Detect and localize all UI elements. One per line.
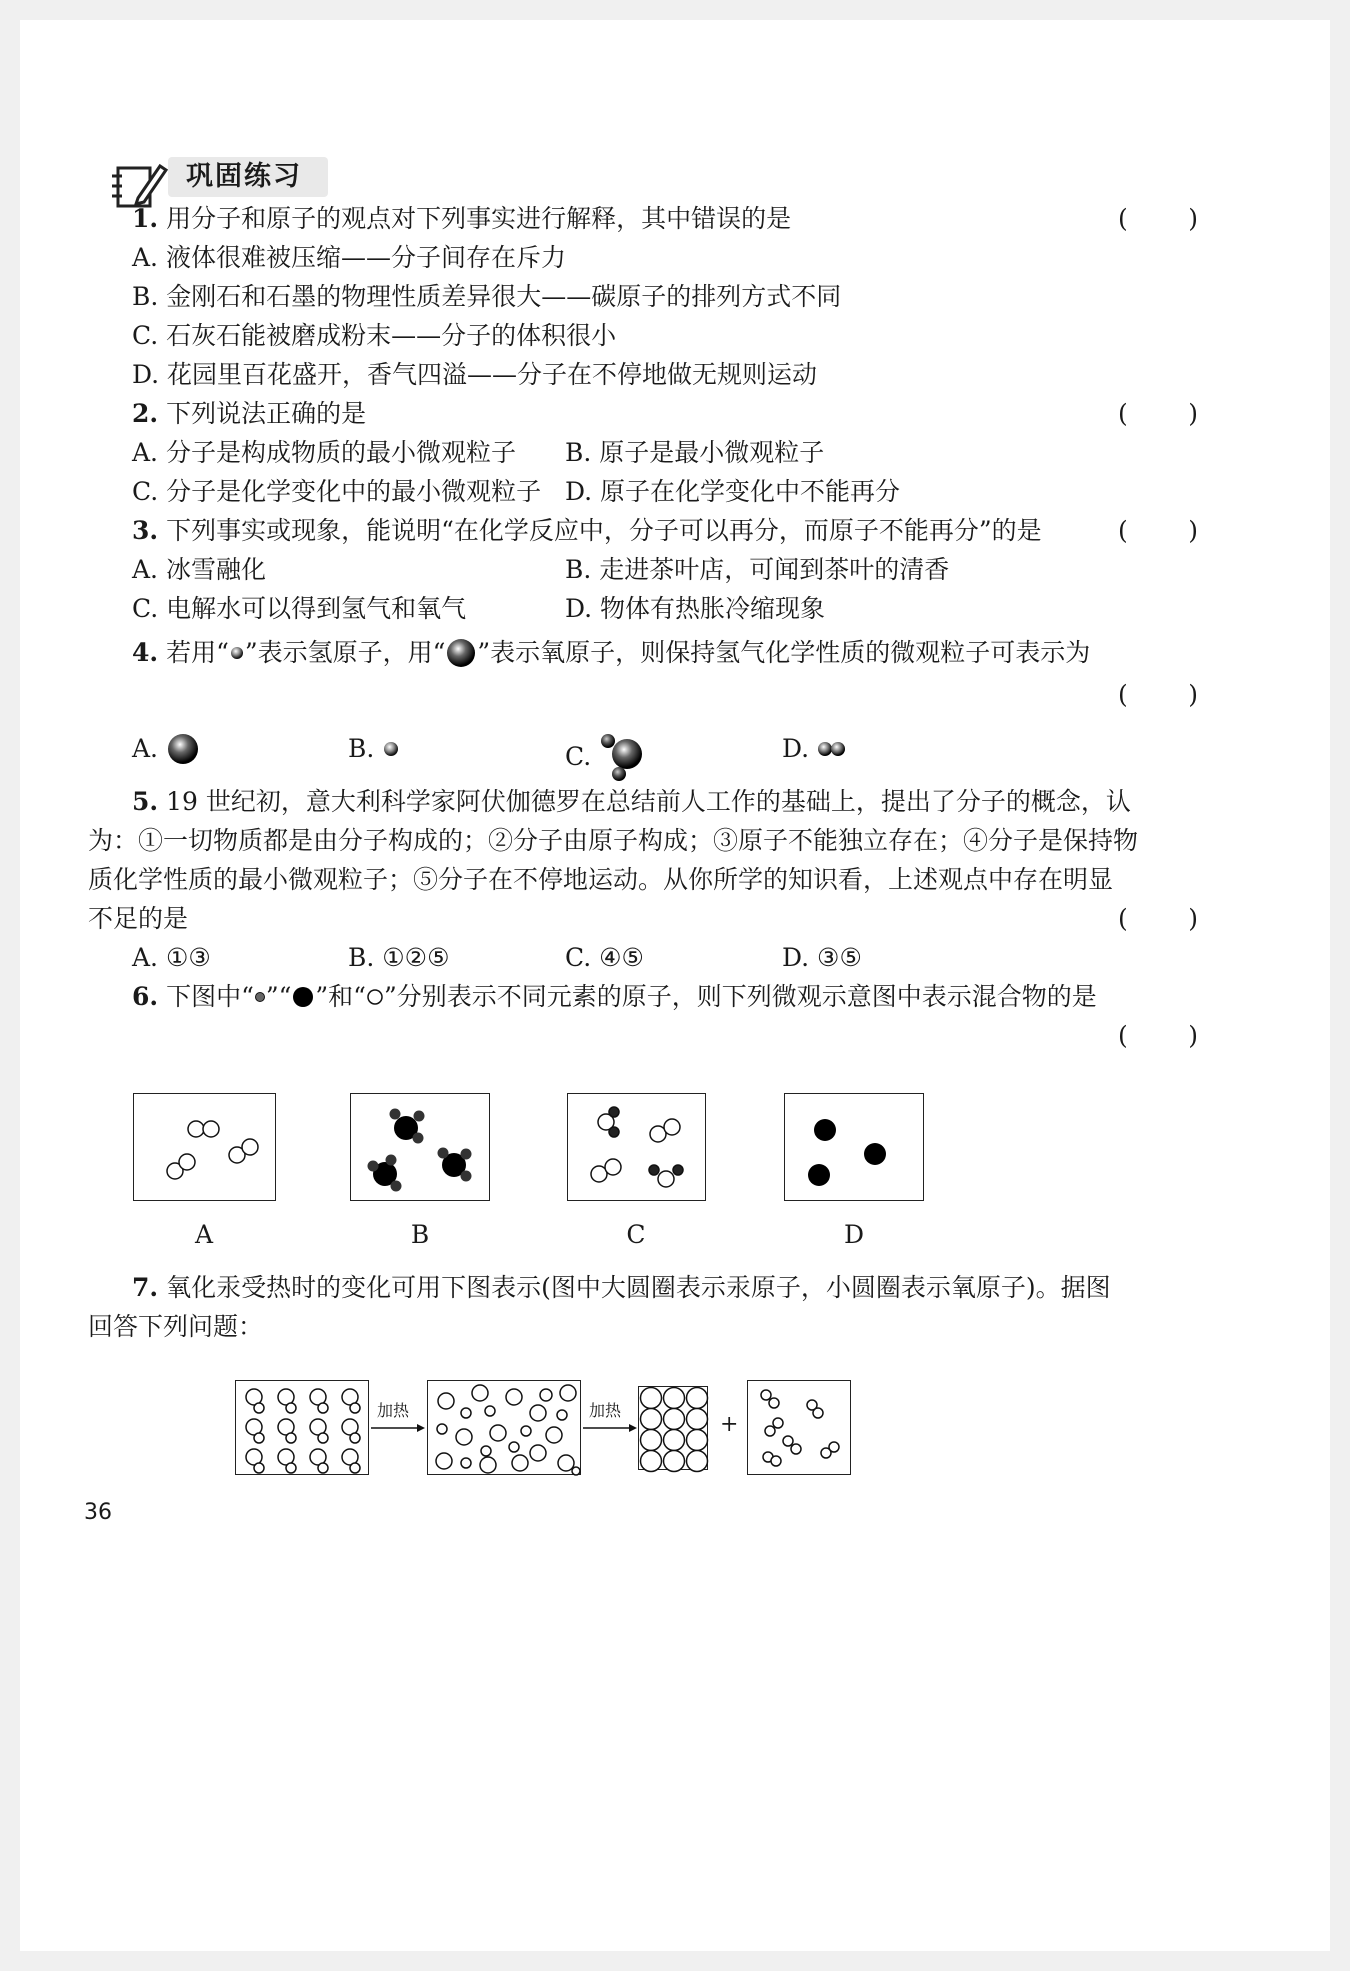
question-2-stem: 2. 下列说法正确的是 (132, 399, 367, 428)
mercury-atom (687, 1451, 708, 1472)
option-a: A. ①③ (132, 943, 211, 972)
option-b: B. ①②⑤ (348, 943, 450, 972)
option-c: C. 电解水可以得到氢气和氧气 (132, 594, 467, 623)
answer-bracket: ( ) (1118, 399, 1198, 428)
answer-bracket: ( ) (1118, 680, 1198, 709)
question-3-stem: 3. 下列事实或现象，能说明“在化学反应中，分子可以再分，而原子不能再分”的是 (132, 516, 1042, 545)
option-a: A. (132, 732, 200, 766)
small-gray-atom-icon (254, 991, 266, 1003)
caption-c: C (626, 1220, 646, 1249)
diagram-c-molecules (568, 1094, 707, 1202)
caption-a: A (194, 1220, 214, 1249)
arrow-heat-2 (583, 1398, 638, 1438)
right-arrow-icon (371, 1422, 426, 1434)
oxygen-atom (286, 1463, 296, 1473)
oxygen-atom (254, 1433, 264, 1443)
option-b: B. 金刚石和石墨的物理性质差异很大——碳原子的排列方式不同 (132, 282, 842, 311)
mercury-atom (687, 1430, 708, 1451)
question-4-stem: 4. 若用“ ”表示氢原子，用“ ”表示氧原子，则保持氢气化学性质的微观粒子可表示为 (132, 638, 1091, 667)
mercury-atoms-packed (639, 1387, 709, 1471)
option-d: D. 花园里百花盛开，香气四溢——分子在不停地做无规则运动 (132, 360, 818, 389)
hydrogen-atom-icon (229, 645, 245, 661)
mercury-atom (687, 1409, 708, 1430)
option-d: D. (782, 732, 847, 766)
separated-atoms (428, 1381, 582, 1476)
option-c: C. 分子是化学变化中的最小微观粒子 (132, 477, 542, 506)
oxygen-atom (318, 1463, 328, 1473)
oxygen-atom (318, 1403, 328, 1413)
oxygen-molecules-box (747, 1380, 851, 1475)
answer-bracket: ( ) (1118, 204, 1198, 233)
answer-bracket: ( ) (1118, 1021, 1198, 1050)
mercury-atom (664, 1409, 685, 1430)
option-c: C. (565, 732, 647, 782)
white-atom-icon (366, 988, 384, 1006)
arrow-label: 加热 (589, 1401, 622, 1420)
mercury-atom (641, 1430, 662, 1451)
mercury-oxide-molecules (236, 1381, 370, 1476)
oxygen-atom (286, 1403, 296, 1413)
mercury-atom (664, 1451, 685, 1472)
answer-bracket: ( ) (1118, 516, 1198, 545)
diagram-d-atoms (785, 1094, 925, 1202)
diagram-a-molecules (134, 1094, 277, 1202)
question-text: 用分子和原子的观点对下列事实进行解释，其中错误的是 (166, 204, 792, 233)
mercury-atom (687, 1388, 708, 1409)
option-a: A. 冰雪融化 (132, 555, 266, 584)
option-b: B. (348, 732, 400, 766)
diagram-box-a (133, 1093, 276, 1201)
question-7-line-1: 7. 氧化汞受热时的变化可用下图表示(图中大圆圈表示汞原子，小圆圈表示氧原子)。据图 (132, 1273, 1111, 1302)
plus-sign: + (720, 1412, 739, 1437)
option-c: C. 石灰石能被磨成粉末——分子的体积很小 (132, 321, 617, 350)
mercury-atom (641, 1451, 662, 1472)
oxygen-atom (318, 1433, 328, 1443)
question-7-line-2: 回答下列问题： (88, 1312, 264, 1341)
diagram-box-b (350, 1093, 490, 1201)
mercury-atom (641, 1409, 662, 1430)
right-arrow-icon (583, 1422, 638, 1434)
section-title: 巩固练习 (168, 157, 328, 197)
option-a: A. 液体很难被压缩——分子间存在斥力 (132, 243, 566, 272)
option-d: D. 原子在化学变化中不能再分 (565, 477, 901, 506)
option-c: C. ④⑤ (565, 943, 644, 972)
black-atom-icon (291, 985, 315, 1009)
textbook-page (20, 20, 1330, 1951)
oxygen-atom (254, 1463, 264, 1473)
diagram-box-d (784, 1093, 924, 1201)
mercury-metal-box (638, 1386, 708, 1470)
question-6-stem: 6. 下图中“ ”“ ”和“ ”分别表示不同元素的原子，则下列微观示意图中表示混合物的是 (132, 982, 1097, 1011)
question-5-line-2: 为：①一切物质都是由分子构成的；②分子由原子构成；③原子不能独立存在；④分子是保持物 (88, 826, 1139, 855)
question-5-line-1: 5. 19 世纪初，意大利科学家阿伏伽德罗在总结前人工作的基础上，提出了分子的概念，认 (132, 787, 1131, 816)
diagram-b-molecules (351, 1094, 491, 1202)
oxygen-atom (286, 1433, 296, 1443)
oxygen-atom-icon (445, 637, 477, 669)
mercury-atom (664, 1430, 685, 1451)
mercury-oxide-box (235, 1380, 369, 1475)
water-molecule-icon (599, 732, 647, 782)
small-atom-icon (382, 740, 400, 758)
answer-bracket: ( ) (1118, 904, 1198, 933)
arrow-heat-1 (371, 1398, 426, 1438)
page-number: 36 (84, 1500, 112, 1525)
mercury-atom (641, 1388, 662, 1409)
oxygen-atom (254, 1403, 264, 1413)
oxygen-molecules (748, 1381, 852, 1476)
large-atom-icon (166, 732, 200, 766)
option-b: B. 走进茶叶店，可闻到茶叶的清香 (565, 555, 950, 584)
diagram-box-c (567, 1093, 706, 1201)
arrow-label: 加热 (377, 1401, 410, 1420)
option-d: D. ③⑤ (782, 943, 862, 972)
option-b: B. 原子是最小微观粒子 (565, 438, 825, 467)
oxygen-atom (350, 1463, 360, 1473)
separated-atoms-box (427, 1380, 581, 1475)
caption-d: D (843, 1220, 865, 1249)
oxygen-atom (350, 1433, 360, 1443)
mercury-atom (664, 1388, 685, 1409)
question-number: 1. (132, 204, 159, 233)
question-5-line-3: 质化学性质的最小微观粒子；⑤分子在不停地运动。从你所学的知识看，上述观点中存在明显 (88, 865, 1114, 894)
option-a: A. 分子是构成物质的最小微观粒子 (132, 438, 516, 467)
caption-b: B (410, 1220, 430, 1249)
question-5-line-4: 不足的是 (88, 904, 189, 933)
option-d: D. 物体有热胀冷缩现象 (565, 594, 826, 623)
diatomic-molecule-icon (817, 741, 847, 757)
question-1-stem (132, 202, 791, 236)
oxygen-atom (350, 1403, 360, 1413)
